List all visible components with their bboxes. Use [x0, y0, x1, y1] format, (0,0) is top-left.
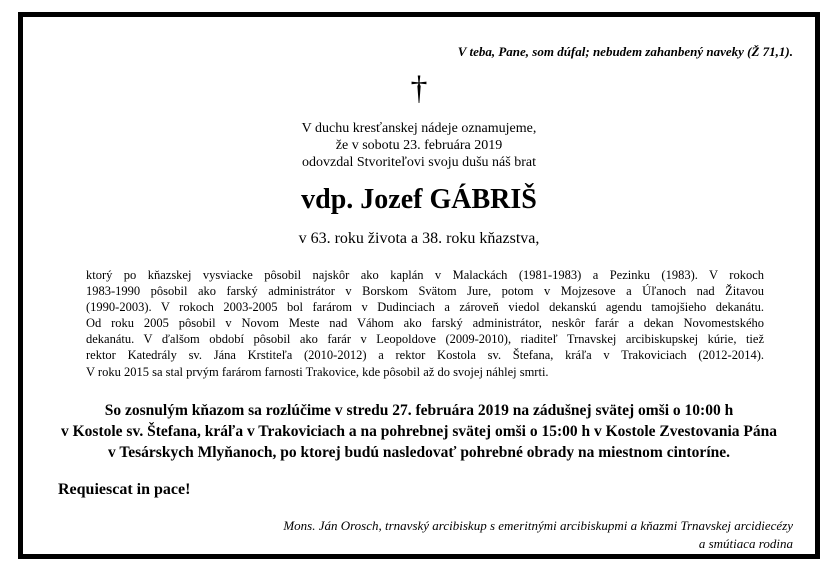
obituary-frame [18, 12, 820, 559]
intro-line: že v sobotu 23. februára 2019 [335, 138, 503, 153]
funeral-announcement [23, 400, 815, 463]
signature-block [283, 517, 793, 553]
signature-line: a smútiaca rodina [698, 536, 793, 551]
cross-icon: † [410, 70, 428, 107]
deceased-name: vdp. Jozef GÁBRIŠ [301, 184, 537, 215]
bio-line: ktorý po kňazskej vysviacke pôsobil najskôr ako kaplán v Malackách (1981-1983) a Pezinku (1983). V rokoch [86, 268, 764, 282]
bio-line: Od roku 2005 pôsobil v Novom Meste nad Váhom ako farský administrátor, neskôr farár a dekan Novomestského [86, 316, 764, 331]
biography-paragraph [86, 267, 764, 380]
intro-line: odovzdal Stvoriteľovi svoju dušu náš brat [302, 155, 536, 170]
bio-line: rektor Katedrály sv. Jána Krstiteľa (2010-2012) a rektor Kostola sv. Štefana, kráľa v Trakoviciach (2012-2014). [86, 348, 764, 363]
announcement-intro [23, 120, 815, 171]
bio-line: 1983-1990 pôsobil ako farský administrátor v Borskom Svätom Jure, potom v Mojzesove a Úľanoch nad Žitavou [86, 284, 764, 299]
funeral-line: So zosnulým kňazom sa rozlúčime v stredu 27. februára 2019 na zádušnej svätej omši o 10:00 h [104, 402, 734, 419]
intro-line: V duchu kresťanskej nádeje oznamujeme, [301, 121, 537, 136]
bio-line: dekanátu. V ďalšom období pôsobil ako farár v Leopoldove (2009-2010), riaditeľ Trnavskej arcibiskupskej kúrie, tiež [86, 332, 764, 347]
bio-line: V roku 2015 sa stal prvým farárom farnosti Trakovice, kde pôsobil až do svojej náhlej smrti. [86, 364, 549, 379]
bio-line: (1990-2003). V rokoch 2003-2005 bol farárom v Dudinciach a zároveň viedol dekanskú agendu tamojšieho dekanátu. [86, 300, 764, 315]
age-line: v 63. roku života a 38. roku kňazstva, [298, 230, 540, 247]
requiescat-line: Requiescat in pace! [58, 481, 191, 498]
signature-line: Mons. Ján Orosch, trnavský arcibiskup s emeritnými arcibiskupmi a kňazmi Trnavskej arcidiecézy [283, 518, 793, 533]
funeral-line: v Tesárskych Mlyňanoch, po ktorej budú nasledovať pohrebné obrady na miestnom cintoríne. [108, 444, 730, 461]
motto-verse: V teba, Pane, som dúfal; nebudem zahanbený naveky (Ž 71,1). [457, 44, 793, 59]
funeral-line: v Kostole sv. Štefana, kráľa v Trakoviciach a na pohrebnej svätej omši o 15:00 h v Kostole Zvestovania Pána [61, 423, 777, 440]
